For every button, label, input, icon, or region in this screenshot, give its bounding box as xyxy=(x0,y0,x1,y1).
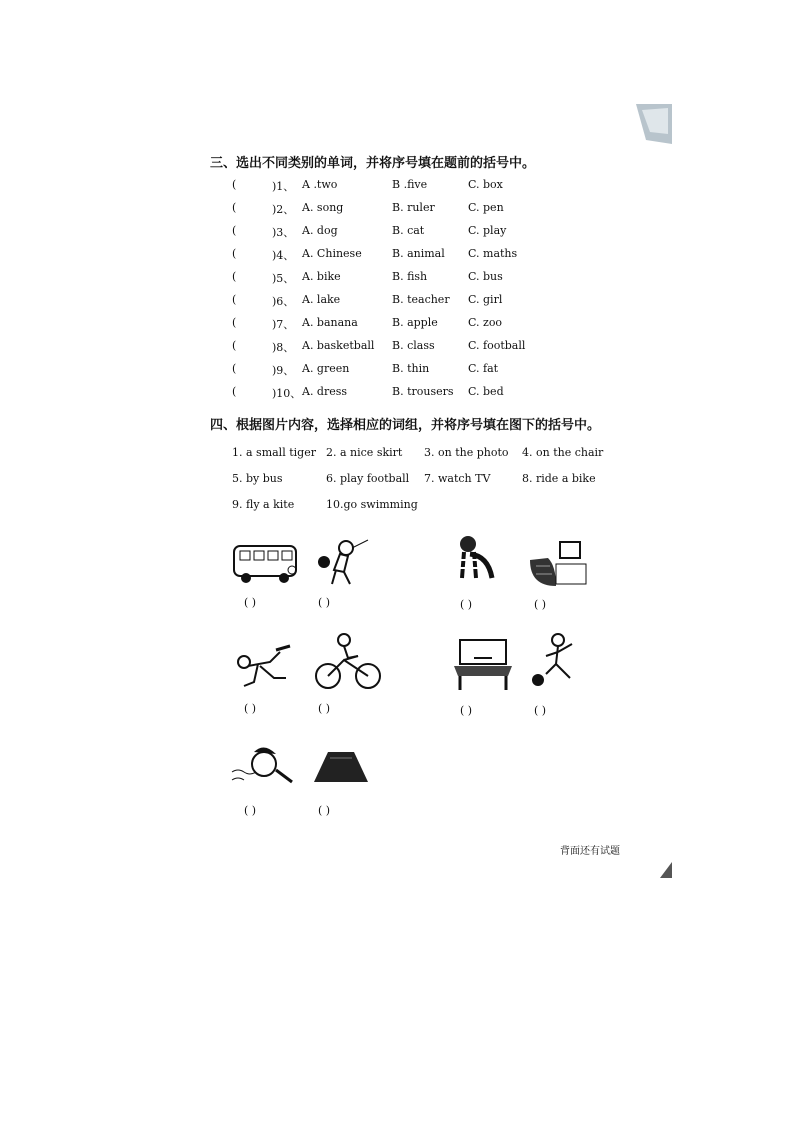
phrase-option: 9. fly a kite xyxy=(232,498,295,511)
football-boy-picture xyxy=(528,632,588,688)
running-boy-picture xyxy=(230,642,296,690)
tiger-picture xyxy=(454,534,498,584)
bike-rider-picture xyxy=(314,632,382,692)
option-a: A. song xyxy=(302,201,344,214)
answer-blank[interactable]: ( xyxy=(232,178,237,191)
picture-answer-blank[interactable]: ( ) xyxy=(318,804,331,817)
phrase-option: 5. by bus xyxy=(232,472,283,485)
option-b: B. cat xyxy=(392,224,425,237)
option-c: C. box xyxy=(468,178,503,191)
scan-edge-mark xyxy=(660,862,672,878)
option-a: A. lake xyxy=(302,293,341,306)
option-a: A. dog xyxy=(302,224,338,237)
phrase-option: 8. ride a bike xyxy=(522,472,596,485)
bus-picture xyxy=(230,540,302,586)
phrase-option: 1. a small tiger xyxy=(232,446,316,459)
answer-blank[interactable]: ( xyxy=(232,270,237,283)
phrase-option: 7. watch TV xyxy=(424,472,491,485)
option-b: B. ruler xyxy=(392,201,435,214)
option-b: B .five xyxy=(392,178,428,191)
question-number: )8、 xyxy=(272,341,295,354)
question-number: )6、 xyxy=(272,295,295,308)
option-c: C. play xyxy=(468,224,507,237)
answer-blank[interactable]: ( xyxy=(232,293,237,306)
answer-blank[interactable]: ( xyxy=(232,385,237,398)
kite-boy-picture xyxy=(314,538,372,588)
option-b: B. trousers xyxy=(392,385,454,398)
option-b: B. thin xyxy=(392,362,430,375)
answer-blank[interactable]: ( xyxy=(232,362,237,375)
question-number: )1、 xyxy=(272,180,295,193)
question-number: )4、 xyxy=(272,249,295,262)
picture-answer-blank[interactable]: ( ) xyxy=(318,702,331,715)
answer-blank[interactable]: ( xyxy=(232,224,237,237)
picture-answer-blank[interactable]: ( ) xyxy=(244,804,257,817)
picture-answer-blank[interactable]: ( ) xyxy=(460,704,473,717)
picture-answer-blank[interactable]: ( ) xyxy=(534,704,547,717)
option-b: B. teacher xyxy=(392,293,450,306)
answer-blank[interactable]: ( xyxy=(232,201,237,214)
option-c: C. bed xyxy=(468,385,504,398)
option-a: A. Chinese xyxy=(302,247,362,260)
answer-blank[interactable]: ( xyxy=(232,247,237,260)
option-a: A. bike xyxy=(302,270,341,283)
answer-blank[interactable]: ( xyxy=(232,339,237,352)
continued-on-back-note: 背面还有试题 xyxy=(560,846,620,857)
answer-blank[interactable]: ( xyxy=(232,316,237,329)
phrase-option: 6. play football xyxy=(326,472,410,485)
option-b: B. animal xyxy=(392,247,445,260)
picture-answer-blank[interactable]: ( ) xyxy=(460,598,473,611)
option-c: C. girl xyxy=(468,293,503,306)
picture-answer-blank[interactable]: ( ) xyxy=(244,596,257,609)
option-b: B. fish xyxy=(392,270,428,283)
option-a: A. banana xyxy=(302,316,358,329)
question-number: )7、 xyxy=(272,318,295,331)
question-number: )9、 xyxy=(272,364,295,377)
option-c: C. bus xyxy=(468,270,503,283)
option-b: B. class xyxy=(392,339,435,352)
section-3-heading: 三、选出不同类别的单词，并将序号填在题前的括号中。 xyxy=(210,156,536,171)
picture-answer-blank[interactable]: ( ) xyxy=(534,598,547,611)
question-number: )5、 xyxy=(272,272,295,285)
picture-answer-blank[interactable]: ( ) xyxy=(244,702,257,715)
option-b: B. apple xyxy=(392,316,438,329)
question-number: )3、 xyxy=(272,226,295,239)
phrase-option: 3. on the photo xyxy=(424,446,509,459)
swimming-girl-picture xyxy=(228,742,294,790)
question-number: )10、 xyxy=(272,387,302,400)
phrase-option: 10.go swimming xyxy=(326,498,418,511)
option-c: C. maths xyxy=(468,247,518,260)
option-c: C. football xyxy=(468,339,526,352)
tv-picture xyxy=(526,536,588,588)
phrase-option: 2. a nice skirt xyxy=(326,446,403,459)
option-a: A. basketball xyxy=(302,339,375,352)
option-c: C. zoo xyxy=(468,316,503,329)
skirt-picture xyxy=(312,748,370,788)
chair-picture xyxy=(452,636,514,692)
option-a: A .two xyxy=(302,178,338,191)
option-c: C. pen xyxy=(468,201,504,214)
scan-corner-mark xyxy=(636,104,672,144)
option-c: C. fat xyxy=(468,362,499,375)
option-a: A. dress xyxy=(302,385,348,398)
question-number: )2、 xyxy=(272,203,295,216)
phrase-option: 4. on the chair xyxy=(522,446,604,459)
option-a: A. green xyxy=(302,362,350,375)
section-4-heading: 四、根据图片内容，选择相应的词组，并将序号填在图下的括号中。 xyxy=(210,418,601,433)
picture-answer-blank[interactable]: ( ) xyxy=(318,596,331,609)
